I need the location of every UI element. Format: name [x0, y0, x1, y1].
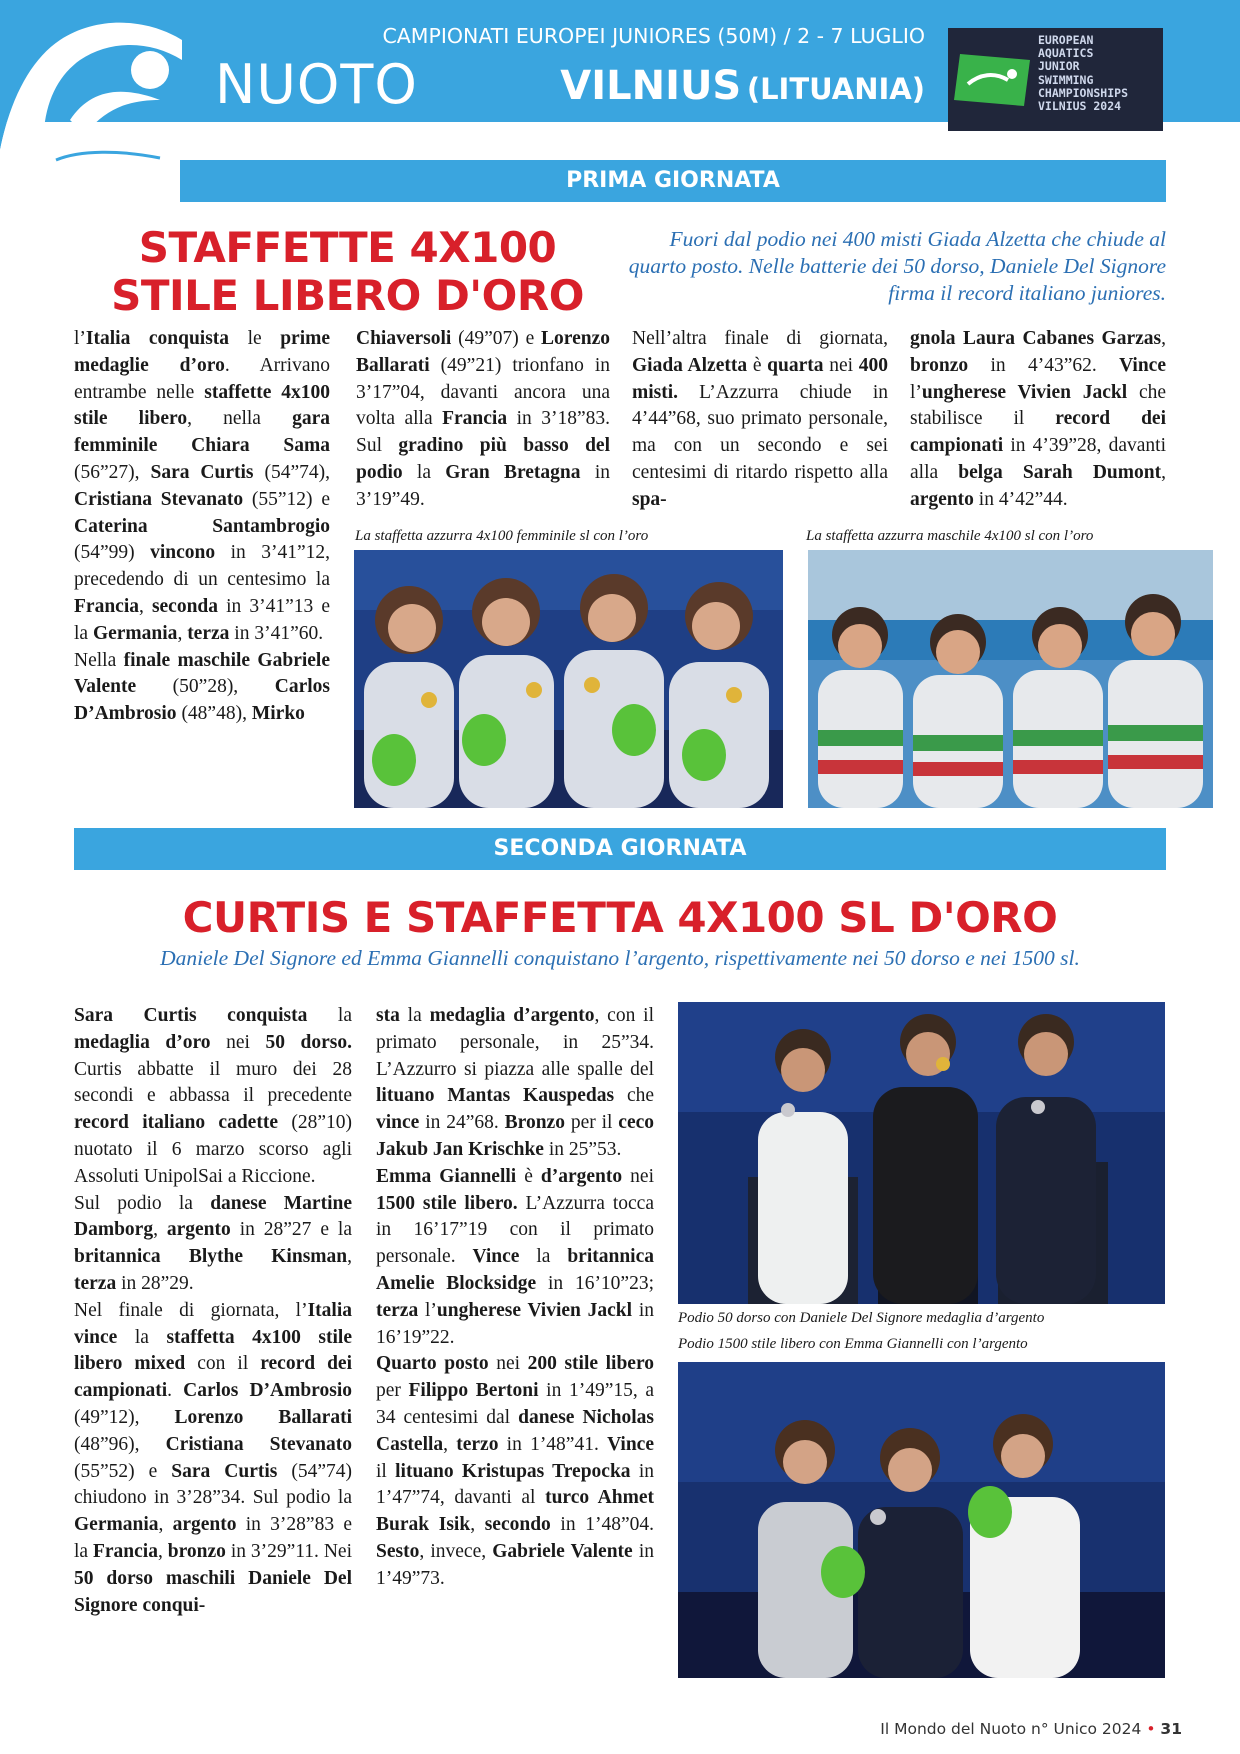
photo-podium-50-dorso — [678, 1002, 1165, 1304]
caption-women-relay: La staffetta azzurra 4x100 femminile sl con l’oro — [355, 528, 649, 544]
headline-day2: CURTIS E STAFFETTA 4X100 SL D'ORO — [182, 893, 1058, 942]
event-name: CAMPIONATI EUROPEI JUNIORES (50M) / 2 - 7 LUGLIO — [382, 24, 925, 48]
event-logo — [948, 28, 1163, 131]
subhead-day1: Fuori dal podio nei 400 misti Giada Alzetta che chiude al quarto posto. Nelle batterie dei 50 dorso, Daniele Del Signore firma il record italiano juniores. — [628, 227, 1166, 305]
photo-women-relay — [354, 550, 783, 808]
headline-day1: STAFFETTE 4X100 STILE LIBERO D'ORO — [111, 223, 584, 320]
event-country: (LITUANIA) — [746, 72, 925, 106]
caption-men-relay: La staffetta azzurra maschile 4x100 sl con l’oro — [806, 528, 1094, 544]
section-bar-day2: SECONDA GIORNATA — [74, 828, 1166, 870]
event-city: VILNIUS — [560, 63, 742, 109]
magazine-name: Il Mondo del Nuoto n° Unico 2024 — [880, 1720, 1142, 1738]
event-logo-text: EUROPEAN AQUATICS JUNIOR SWIMMING CHAMPIONSHIPS VILNIUS 2024 — [1038, 33, 1129, 114]
european-aquatics-mark-icon — [954, 50, 1032, 108]
photo-podium-1500-sl — [678, 1362, 1165, 1678]
article-day1-column-1: l’Italia conquista le prime medaglie d’oro. Arrivano entrambe nelle staffette 4x100 stile libero, nella gara femminile Chiara Sama (56”27), Sara Curtis (54”74), Cristiana Stevanato (55”12) e Caterina Santambrogio (54”99) vincono in 3’41”12, precedendo di un centesimo la Francia, seconda in 3’41”13 e la Germania, terza in 3’41”60. Nella finale maschile Gabriele Valente (50”28), Carlos D’Ambrosio (48”48), Mirko — [74, 328, 330, 725]
section-bar-day1: PRIMA GIORNATA — [180, 160, 1166, 202]
article-day2-column-2: sta la medaglia d’argento, con il primato personale, in 25”34. L’Azzurro si piazza alle spalle del lituano Mantas Kauspedas che vince in 24”68. Bronzo per il ceco Jakub Jan Krischke in 25”53. Emma Giannelli è d’argento nei 1500 stile libero. L’Azzurra tocca in 16’17”19 con il primato personale. Vince la britannica Amelie Blocksidge in 16’10”23; terza l’ungherese Vivien Jackl in 16’19”22. Quarto posto nei 200 stile libero per Filippo Bertoni in 1’49”15, a 34 centesimi dal danese Nicholas Castella, terzo in 1’48”41. Vince il lituano Kristupas Trepocka in 1’47”74, davanti al turco Ahmet Burak Isik, secondo in 1’48”04. Sesto, invece, Gabriele Valente in 1’49”73. — [376, 1005, 654, 1589]
article-day1-column-3: Nell’altra finale di giornata, Giada Alzetta è quarta nei 400 misti. L’Azzurra chiude in 4’44”68, suo primato personale, ma con un secondo e sei centesimi di ritardo rispetto alla spa- — [632, 328, 888, 510]
brand-title: NUOTO — [215, 53, 418, 116]
page-footer — [880, 1720, 1182, 1738]
article-day2-column-1: Sara Curtis conquista la medaglia d’oro nei 50 dorso. Curtis abbatte il muro dei 28 secondi e abbassa il precedente record italiano cadette (28”10) nuotato il 6 marzo scorso agli Assoluti UnipolSai a Riccione. Sul podio la danese Martine Damborg, argento in 28”27 e la britannica Blythe Kinsman, terza in 28”29. Nel finale di giornata, l’Italia vince la staffetta 4x100 stile libero mixed con il record dei campionati. Carlos D’Ambrosio (49”12), Lorenzo Ballarati (48”96), Cristiana Stevanato (55”52) e Sara Curtis (54”74) chiudono in 3’28”34. Sul podio la Germania, argento in 3’28”83 e la Francia, bronzo in 3’29”11. Nei 50 dorso maschili Daniele Del Signore conqui- — [74, 1005, 352, 1616]
caption-podium-1500-sl: Podio 1500 stile libero con Emma Giannelli con l’argento — [678, 1336, 1028, 1352]
photo-men-relay — [808, 550, 1213, 808]
footer-separator: • — [1146, 1720, 1156, 1738]
article-day1-column-4: gnola Laura Cabanes Garzas, bronzo in 4’43”62. Vince l’ungherese Vivien Jackl che stabilisce il record dei campionati in 4’39”28, davanti alla belga Sarah Dumont, argento in 4’42”44. — [910, 328, 1166, 510]
caption-podium-50-dorso: Podio 50 dorso con Daniele Del Signore medaglia d’argento — [678, 1310, 1045, 1326]
article-day1-column-2: Chiaversoli (49”07) e Lorenzo Ballarati (49”21) trionfano in 3’17”04, davanti ancora una volta alla Francia in 3’18”83. Sul gradino più basso del podio la Gran Bretagna in 3’19”49. — [356, 328, 610, 510]
page-number: 31 — [1160, 1720, 1182, 1738]
subhead-day2: Daniele Del Signore ed Emma Giannelli conquistano l’argento, rispettivamente nei 50 dorso e nei 1500 sl. — [160, 946, 1080, 970]
event-location — [440, 63, 925, 109]
swimmer-logo-icon — [0, 0, 182, 170]
